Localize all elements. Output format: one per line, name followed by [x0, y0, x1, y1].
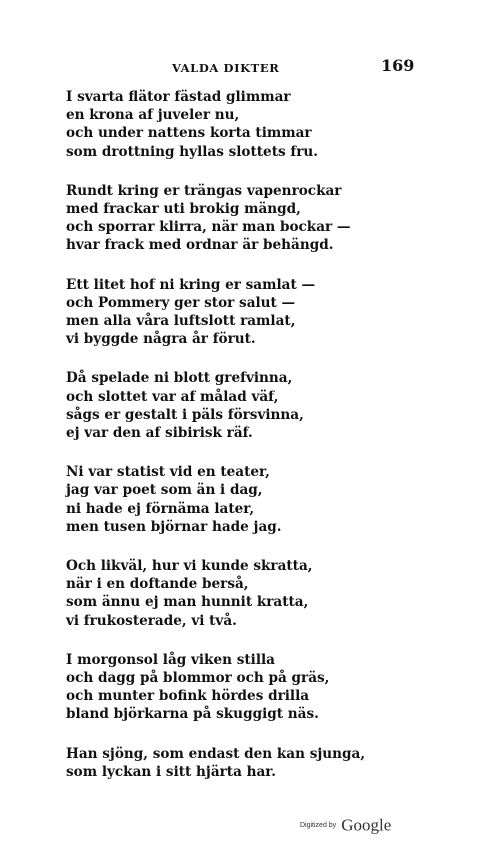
- poem-line: och Pommery ger stor salut —: [66, 294, 296, 311]
- poem-line: sågs er gestalt i päls försvinna,: [66, 406, 304, 423]
- poem-line: I morgonsol låg viken stilla: [66, 651, 275, 668]
- poem-line: och dagg på blommor och på gräs,: [66, 670, 330, 687]
- stanza: [66, 276, 426, 349]
- poem-line: bland björkarna på skuggigt näs.: [66, 706, 319, 723]
- stanza: [66, 88, 426, 161]
- poem-line: som lyckan i sitt hjärta har.: [66, 763, 276, 780]
- poem-line: Ni var statist vid en teater,: [66, 464, 270, 481]
- poem-line: Då spelade ni blott grefvinna,: [66, 370, 293, 387]
- poem-line: när i en doftande berså,: [66, 576, 249, 593]
- digitized-label: Digitized by: [300, 822, 337, 829]
- stanza: [66, 182, 426, 255]
- running-head: VALDA DIKTER: [172, 61, 280, 75]
- poem-line: och munter bofink hördes drilla: [66, 688, 310, 705]
- stanza: [66, 369, 426, 442]
- stanza: [66, 557, 426, 630]
- poem-line: och under nattens korta timmar: [66, 125, 312, 142]
- page-number: 169: [381, 56, 415, 75]
- poem-line: vi byggde några år förut.: [66, 331, 256, 348]
- poem-line: och sporrar klirra, när man bockar —: [66, 219, 351, 236]
- poem-line: Rundt kring er trängas vapenrockar: [66, 182, 342, 199]
- stanza: [66, 651, 426, 724]
- poem-line: vi frukosterade, vi två.: [66, 612, 237, 629]
- poem-line: Han sjöng, som endast den kan sjunga,: [66, 745, 366, 762]
- poem-line: Ett litet hof ni kring er samlat —: [66, 276, 316, 293]
- google-logo: Google: [341, 815, 392, 835]
- poem-line: ej var den af sibirisk räf.: [66, 425, 253, 442]
- poem-line: som drottning hyllas slottets fru.: [66, 143, 318, 160]
- poem-line: med frackar uti brokig mängd,: [66, 201, 301, 218]
- poem-line: som ännu ej man hunnit kratta,: [66, 594, 309, 611]
- poem-line: jag var poet som än i dag,: [66, 482, 263, 499]
- stanza: [66, 463, 426, 536]
- poem-line: en krona af juveler nu,: [66, 107, 240, 124]
- poem-line: men alla våra luftslott ramlat,: [66, 313, 296, 330]
- poem-line: hvar frack med ordnar är behängd.: [66, 237, 334, 254]
- poem-line: och slottet var af målad väf,: [66, 388, 279, 405]
- poem-line: I svarta flätor fästad glimmar: [66, 89, 291, 105]
- poem-line: Och likväl, hur vi kunde skratta,: [66, 558, 313, 575]
- digitized-watermark: [300, 815, 391, 836]
- poem: [66, 88, 426, 802]
- stanza: [66, 745, 426, 781]
- poem-line: men tusen björnar hade jag.: [66, 518, 282, 535]
- poem-line: ni hade ej förnäma later,: [66, 500, 255, 517]
